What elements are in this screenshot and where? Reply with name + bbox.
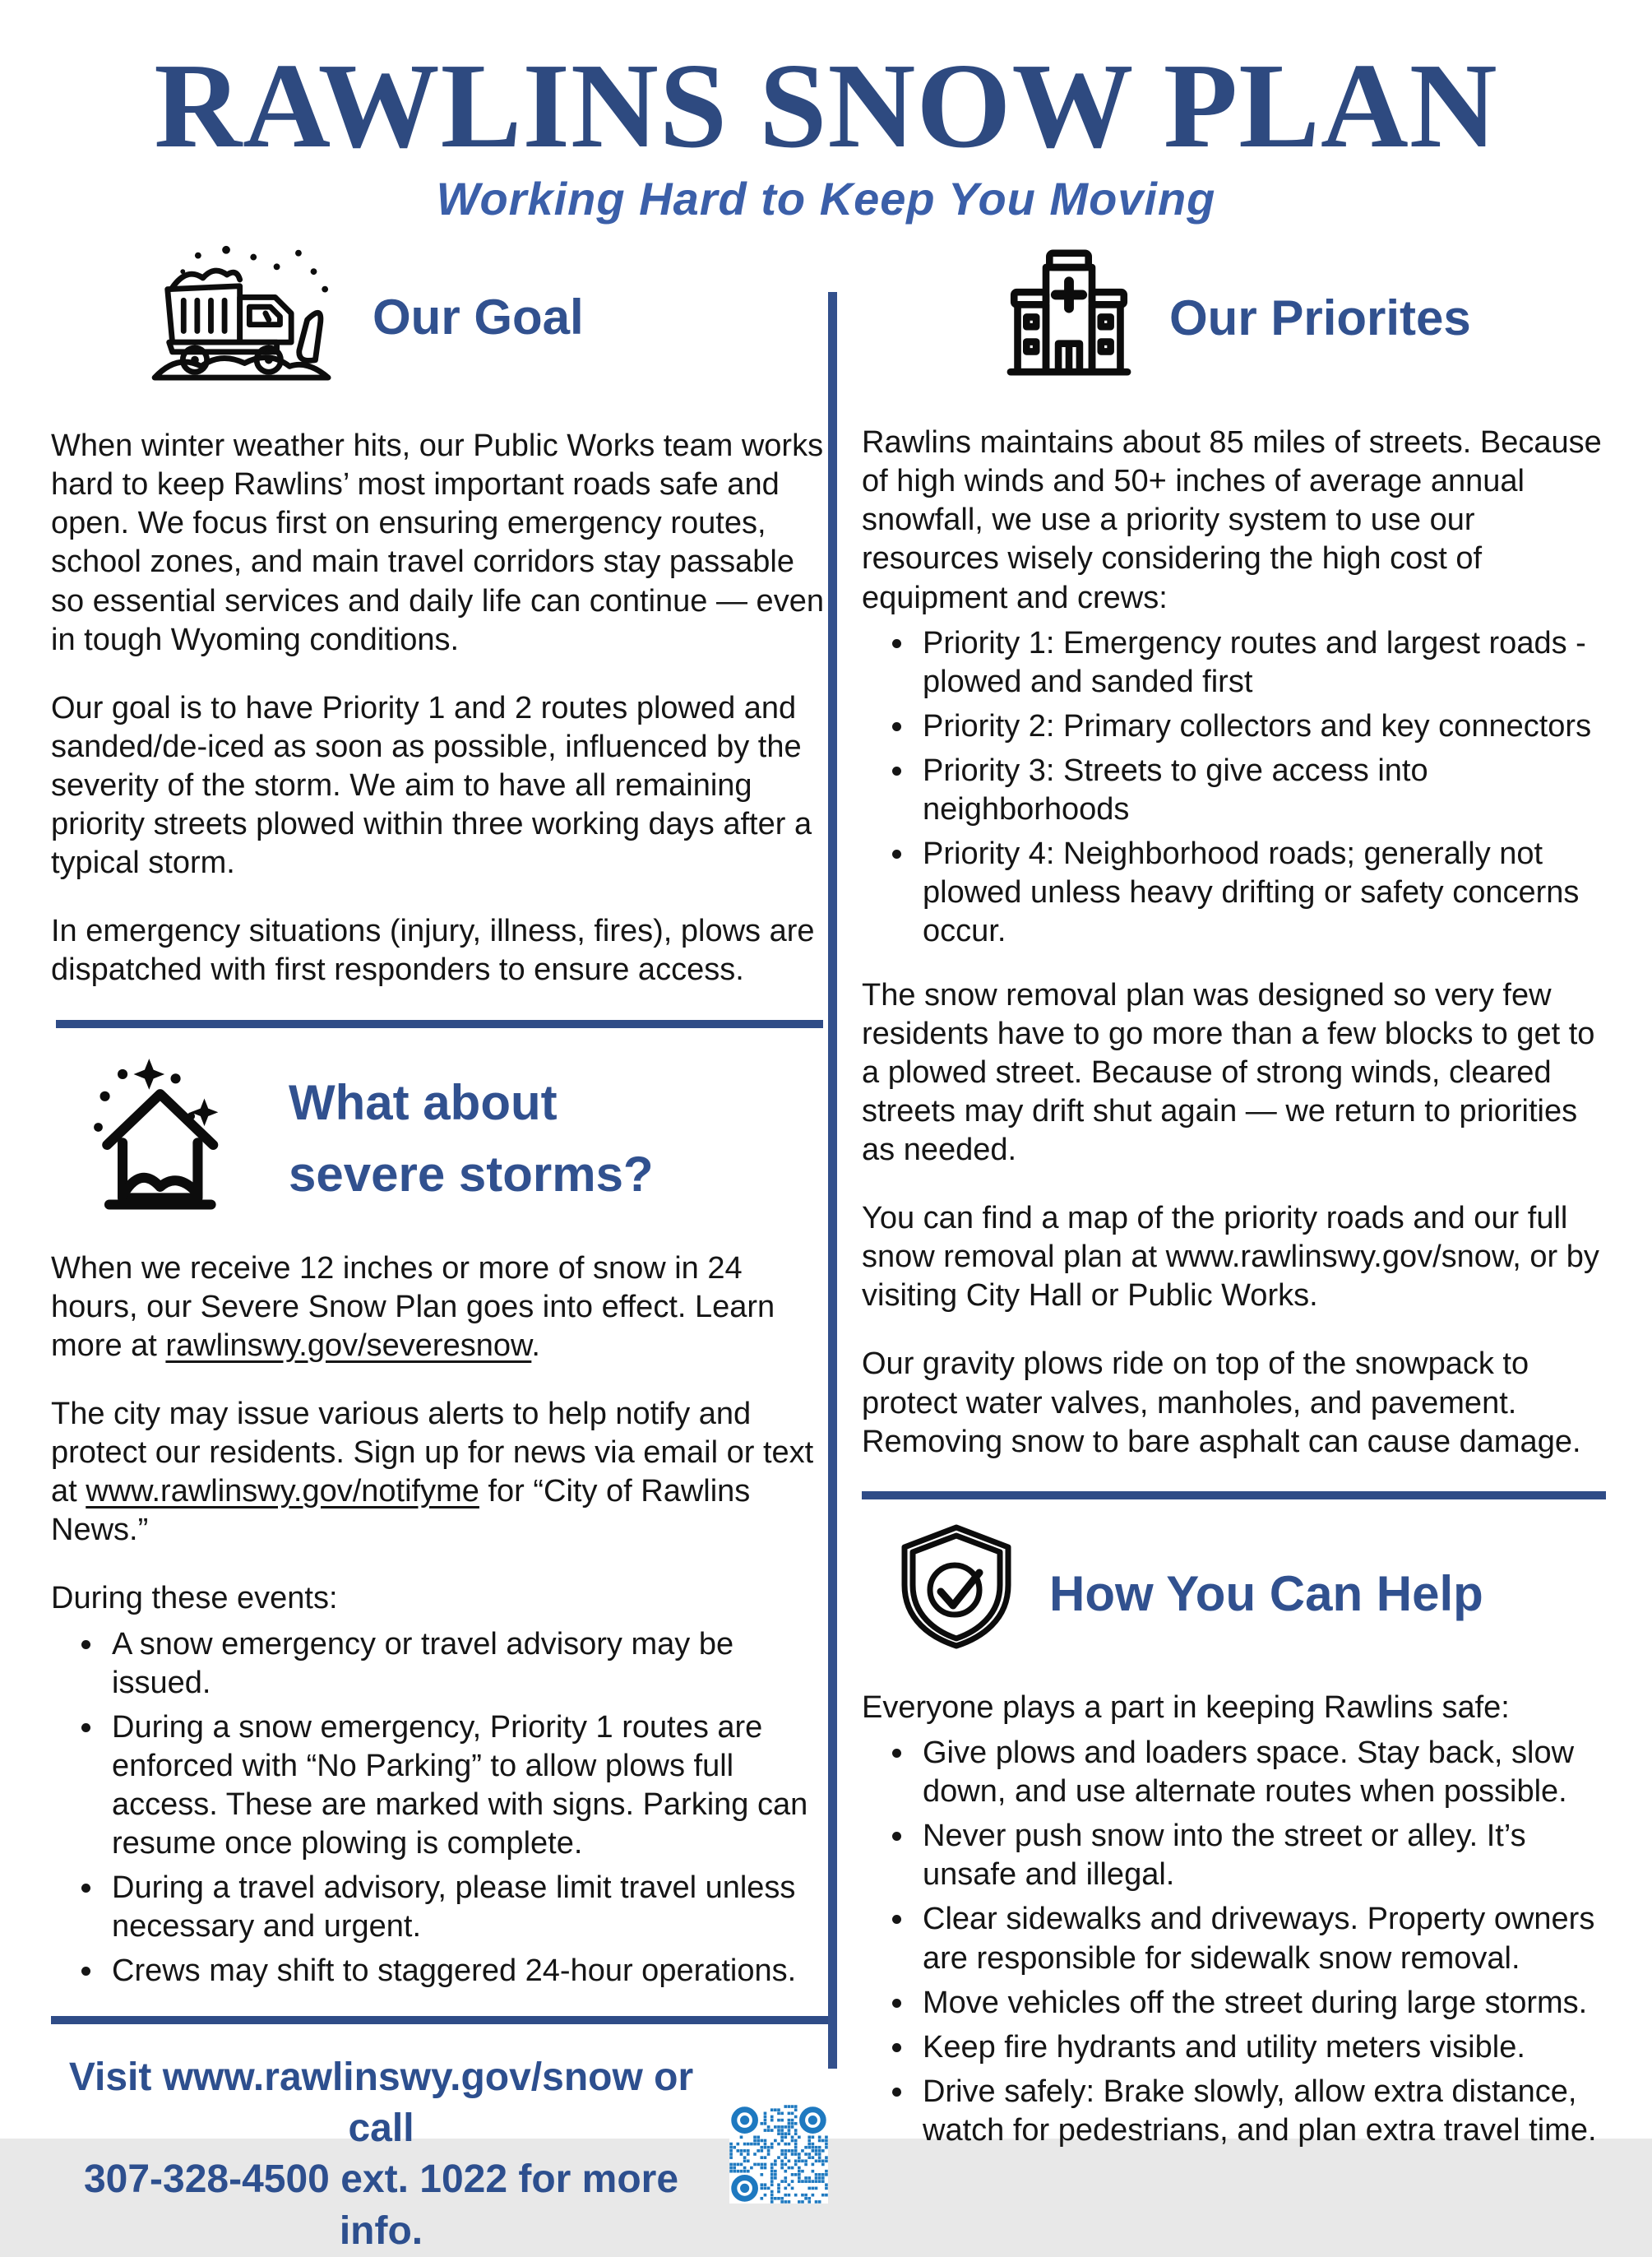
left-column: [51, 243, 828, 2257]
right-column: [862, 243, 1606, 2175]
list-item: • During a snow emergency, Priority 1 routes are enforced with “No Parking” to allow plows full access. These are marked with signs. Parking can resume once plowing is complete.: [105, 1708, 828, 1863]
priorities-paragraph-3: Our gravity plows ride on top of the snowpack to protect water valves, manholes, and pavement. Removing snow to bare asphalt can cause damage.: [862, 1345, 1606, 1461]
qr-code-icon: [729, 2105, 828, 2204]
priorities-paragraph-1: The snow removal plan was designed so very few residents have to go more than a few blocks to get to a plowed street. Because of strong winds, cleared streets may drift shut again — we return to priorities as needed.: [862, 976, 1606, 1170]
list-item: • Crews may shift to staggered 24-hour operations.: [105, 1952, 828, 1991]
snow-house-icon: [81, 1050, 257, 1228]
severe-p2-text: The city may issue various alerts to help notify and protect our residents. Sign up for news via email or text at: [51, 1397, 813, 1509]
help-heading: How You Can Help: [1049, 1558, 1483, 1629]
goal-heading: Our Goal: [373, 281, 584, 353]
severe-p2-end: for “City of Rawlins News.”: [51, 1474, 750, 1547]
goal-paragraph-2: Our goal is to have Priority 1 and 2 routes plowed and sanded/de-iced as soon as possible, influenced by the severity of the storm. We aim to have all remaining priority streets plowed within three working days after a typical storm.: [51, 689, 828, 883]
list-item: • Keep fire hydrants and utility meters visible.: [916, 2028, 1606, 2067]
severe-p1-text: When we receive 12 inches or more of snow in 24 hours, our Severe Snow Plan goes into effect. Learn more at: [51, 1251, 775, 1363]
severe-paragraph-1: [51, 1249, 828, 1365]
list-item: • During a travel advisory, please limit travel unless necessary and urgent.: [105, 1869, 828, 1946]
page-subtitle: Working Hard to Keep You Moving: [0, 172, 1652, 225]
severe-bullet-list: [51, 1625, 828, 1991]
goal-paragraph-3: In emergency situations (injury, illness, fires), plows are dispatched with first responders to ensure access.: [51, 912, 828, 989]
list-item: • Move vehicles off the street during large storms.: [916, 1984, 1606, 2023]
goal-paragraph-1: When winter weather hits, our Public Works team works hard to keep Rawlins’ most important roads safe and open. We focus first on ensuring emergency routes, school zones, and main travel corridors stay passable so essential services and daily life can continue — even in tough Wyoming conditions.: [51, 427, 828, 660]
severe-paragraph-2: [51, 1395, 828, 1550]
help-section-header: [895, 1522, 1606, 1666]
list-item: • A snow emergency or travel advisory may be issued.: [105, 1625, 828, 1703]
list-item: • Clear sidewalks and driveways. Property owners are responsible for sidewalk snow removal.: [916, 1900, 1606, 1977]
snowplow-truck-icon: [148, 243, 341, 391]
help-bullet-list: [862, 1734, 1606, 2150]
column-divider: [828, 292, 837, 2069]
list-item: • Priority 1: Emergency routes and largest roads - plowed and sanded first: [916, 624, 1606, 702]
list-item: • Priority 3: Streets to give access into neighborhoods: [916, 752, 1606, 829]
severe-section-header: [81, 1050, 828, 1228]
severe-heading-line2: severe storms?: [289, 1138, 654, 1210]
footer: [51, 2052, 828, 2257]
left-section-divider: [56, 1020, 823, 1028]
severe-heading: [289, 1067, 654, 1210]
list-item: • Give plows and loaders space. Stay back, slow down, and use alternate routes when possible.: [916, 1734, 1606, 1811]
notifyme-link[interactable]: www.rawlinswy.gov/notifyme: [86, 1474, 479, 1509]
severesnow-link[interactable]: rawlinswy.gov/severesnow: [165, 1328, 531, 1363]
footer-contact-text: [51, 2052, 711, 2257]
help-intro: Everyone plays a part in keeping Rawlins safe:: [862, 1689, 1606, 1727]
page-title: RAWLINS SNOW PLAN: [0, 43, 1652, 170]
priorities-section-header: [1000, 246, 1606, 389]
severe-heading-line1: What about: [289, 1067, 654, 1138]
right-section-divider: [862, 1491, 1606, 1499]
list-item: • Drive safely: Brake slowly, allow extra distance, watch for pedestrians, and plan extra travel time.: [916, 2073, 1606, 2150]
priorities-intro: Rawlins maintains about 85 miles of streets. Because of high winds and 50+ inches of average annual snowfall, we use a priority system to use our resources wisely considering the high cost of equipment and crews:: [862, 424, 1606, 618]
priorities-heading: Our Priorites: [1169, 282, 1471, 354]
priorities-bullet-list: [862, 624, 1606, 952]
priorities-paragraph-2: You can find a map of the priority roads and our full snow removal plan at www.rawlinswy.gov/snow, or by visiting City Hall or Public Works.: [862, 1199, 1606, 1315]
list-item: • Priority 2: Primary collectors and key connectors: [916, 707, 1606, 746]
footer-divider: [51, 2016, 828, 2024]
footer-line2: 307-328-4500 ext. 1022 for more info.: [51, 2154, 711, 2257]
footer-line1: Visit www.rawlinswy.gov/snow or call: [51, 2052, 711, 2155]
list-item: • Never push snow into the street or alley. It’s unsafe and illegal.: [916, 1817, 1606, 1894]
hospital-icon: [1000, 246, 1138, 389]
severe-p1-end: .: [531, 1328, 540, 1363]
list-item: • Priority 4: Neighborhood roads; generally not plowed unless heavy drifting or safety concerns occur.: [916, 835, 1606, 951]
events-label: During these events:: [51, 1579, 828, 1618]
shield-check-icon: [895, 1522, 1018, 1666]
masthead: [0, 43, 1652, 225]
goal-section-header: [148, 243, 828, 391]
